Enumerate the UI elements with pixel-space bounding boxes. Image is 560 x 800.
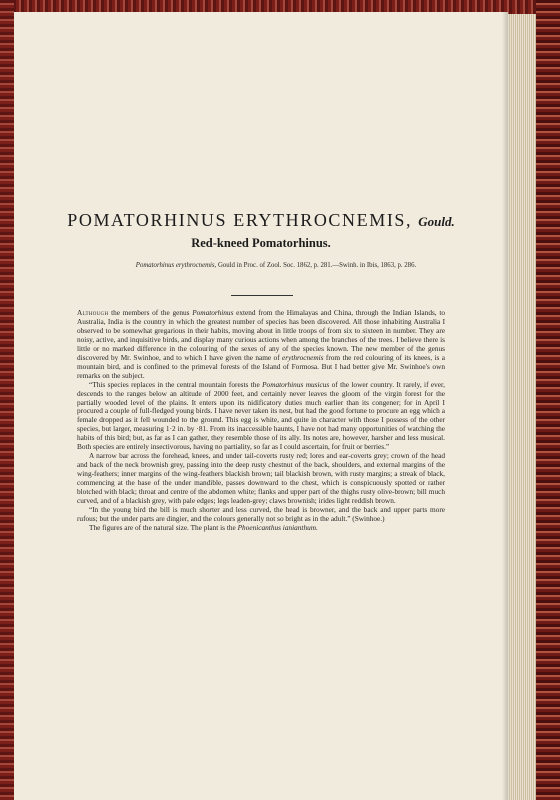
text-run: from the red colouring of its knees, is a mountain bird, and is confined to the primeval forests of the Island of Formosa. But I had better give Mr. Swinhoe's own remarks on the subject.: [77, 352, 445, 380]
text-run: A narrow bar across the forehead, knees, and under tail-coverts rusty red; lores and ear-coverts grey; crown of the head and back of the neck brownish grey, passing into the deep rusty chestnut of the back, shoulders, and external margins of the wing-feathers; inner margins of the wing-feathers blackish brown; tail blackish brown, with rusty margins; a streak of black, commencing at the base of the under mandible, passes downward to the chest, which is conspicuously spotted or rather blotched with black; throat and centre of the abdomen white; flanks and upper part of the thighs rusty olive-brown; bill much curved, and of a blackish grey, with pale edges; legs leaden-grey; claws brownish; irides light reddish brown.: [77, 451, 445, 506]
text-run: of the lower country. It rarely, if ever, descends to the ranges below an altitude of 2000 feet, and certainly never leaves the gloom of the virgin forest for the partially wooded level of the plains. It enters upon its nidificatory duties much earlier than its congener; for in April I procured a couple of full-fledged young birds. I have never taken its nest, but had the good fortune to procure an egg which a female dropped as it fell wounded to the ground. This egg is white, and quite in character with those I possess of the other species, but larger, measuring 1·2 in. by ·81. From its inaccessible haunts, I have not had many opportunities of watching the habits of this bird; but, as far as I can gather, they resemble those of its ally. Its notes are, however, harsher and less musical. Both species are entirely insectivorous, having no partiality, so far as I could ascertain, for fruit or berries.”: [77, 379, 445, 452]
synonymy-citation: Gould in Proc. of Zool. Soc. 1862, p. 281.—Swinh. in Ibis, 1863, p. 286.: [217, 262, 417, 269]
page-gutter-shadow: [502, 12, 508, 800]
species-author: Gould.: [418, 214, 455, 229]
body-paragraph: [77, 381, 445, 453]
italic-term: Phoenicanthus ianianthum.: [237, 522, 318, 532]
text-run: “In the young bird the bill is much shorter and less curved, the head is browner, and the back and upper parts more rufous; but the under parts are dingier, and the colours generally not so bright as in the adult.” (Swinhoe.): [77, 504, 445, 523]
book-edge-left: [0, 0, 14, 800]
page-stack-edge: [508, 14, 536, 800]
lead-word: Although: [77, 308, 109, 317]
text-run: “This species replaces in the central mountain forests the: [89, 379, 263, 389]
body-paragraph: [77, 452, 445, 506]
body-paragraph: [77, 506, 445, 524]
italic-term: Pomatorhinus: [192, 308, 234, 317]
text-run: the members of the genus: [108, 308, 193, 317]
book-edge-right: [536, 0, 560, 800]
italic-term: Pomatorhinus musicus: [262, 379, 330, 389]
book-page: [14, 12, 508, 800]
body-text: [77, 309, 445, 533]
common-name: Red-kneed Pomatorhinus.: [191, 236, 331, 250]
text-run: The figures are of the natural size. The plant is the: [89, 522, 238, 532]
section-divider: [231, 295, 293, 296]
body-paragraph: [77, 524, 445, 533]
synonymy-name: Pomatorhinus erythrocnemis,: [135, 262, 217, 269]
italic-term: erythrocnemis: [282, 352, 324, 362]
species-name: POMATORHINUS ERYTHROCNEMIS,: [67, 210, 413, 230]
body-paragraph: [77, 309, 445, 381]
text-run: extend from the Himalayas and China, through the Indian Islands, to Australia, India is the country in which the greatest number of species has been discovered. All those inhabiting Australia I observed to be somewhat gregarious in their habits, moving about in little troops of from six to sixteen in number. They are noisy, active, and inquisitive birds, and display many curious actions when among the branches of the trees. I believe there is little or no marked difference in the colouring of the sexes of any of the species known. The new member of the genus discovered by Mr. Swinhoe, and to which I have given the name of: [77, 308, 445, 362]
synonymy-reference: [76, 262, 476, 269]
species-title: [14, 210, 508, 231]
